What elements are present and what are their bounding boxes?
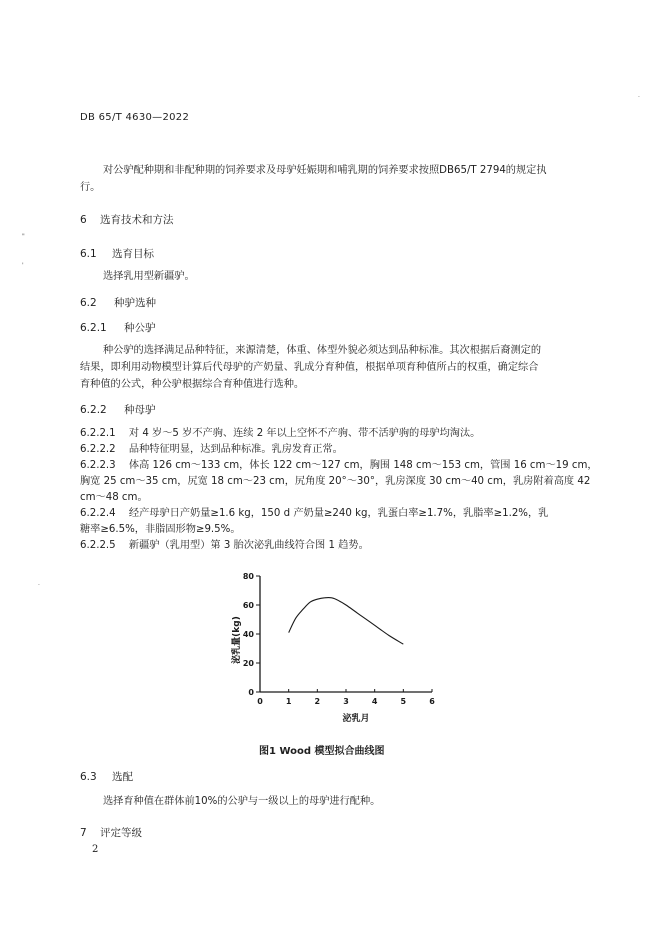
section-title: 评定等级 (100, 827, 143, 839)
y-tick-label: 0 (248, 688, 254, 697)
chart-y-label: 泌乳量(kg) (232, 616, 242, 664)
section-number: 6.3 (80, 771, 97, 783)
chart-axes (260, 576, 432, 692)
scan-mark: " (22, 233, 25, 240)
section-number: 6.1 (80, 248, 97, 260)
y-tick-label: 40 (242, 630, 254, 639)
section-number: 6 (80, 214, 87, 226)
section-6-3-body: 选择育种值在群体前10%的公驴与一级以上的母驴进行配种。 (103, 796, 381, 807)
section-6-2-1-line-1: 种公驴的选择满足品种特征，来源清楚，体重、体型外貌必须达到品种标准。其次根据后裔测定的 (103, 345, 542, 356)
clause-text: 经产母驴日产奶量≥1.6 kg，150 d 产奶量≥240 kg，乳蛋白率≥1.7%，乳脂率≥1.2%，乳 (128, 508, 549, 519)
clause-number: 6.2.2.2 (80, 444, 116, 455)
section-title: 种驴选种 (114, 297, 157, 309)
clause-number: 6.2.2.5 (80, 540, 116, 551)
section-number: 6.2.1 (80, 322, 107, 334)
clause-6-2-2-3-line-2: 胸宽 25 cm～35 cm，尻宽 18 cm～23 cm，尻角度 20°～30°，乳房深度 30 cm～40 cm，乳房附着高度 42 (80, 476, 591, 487)
section-6-2-1-line-3: 育种值的公式，种公驴根据综合育种值进行选种。 (80, 379, 305, 390)
section-6-heading (80, 212, 174, 227)
clause-text: 品种特征明显，达到品种标准。乳房发育正常。 (128, 444, 343, 455)
section-7-heading (80, 825, 142, 840)
clause-6-2-2-3 (80, 457, 598, 474)
section-number: 6.2.2 (80, 404, 107, 416)
section-6-2-heading (80, 295, 156, 310)
y-tick-label: 80 (242, 572, 254, 581)
y-tick-label: 60 (242, 601, 254, 610)
section-title: 选育技术和方法 (100, 214, 174, 226)
intro-line-1: 对公驴配种期和非配种期的饲养要求及母驴妊娠期和哺乳期的饲养要求按照DB65/T 2794的规定执 (103, 165, 547, 176)
x-tick-label: 1 (285, 697, 292, 706)
lactation-curve-line (289, 597, 404, 644)
intro-line-2: 行。 (80, 182, 101, 193)
page-number: 2 (92, 844, 99, 855)
chart-ticks (243, 572, 435, 706)
chart-x-label: 泌乳月 (342, 714, 370, 724)
x-tick-label: 4 (371, 697, 378, 706)
scan-mark: . (38, 580, 40, 587)
section-title: 选配 (112, 771, 134, 783)
section-title: 种母驴 (124, 404, 156, 416)
figure-caption: 图1 Wood 模型拟合曲线图 (259, 746, 385, 757)
x-tick-label: 0 (257, 697, 263, 706)
x-tick-label: 5 (400, 697, 407, 706)
section-6-1-heading (80, 246, 154, 261)
clause-text: 对 4 岁～5 岁不产驹、连续 2 年以上空怀不产驹、带不活驴驹的母驴均淘汰。 (128, 428, 481, 439)
clause-text: 体高 126 cm～133 cm，体长 122 cm～127 cm，胸围 148 cm～153 cm，管围 16 cm～19 cm， (128, 460, 598, 471)
x-tick-label: 6 (429, 697, 435, 706)
clause-6-2-2-2 (80, 441, 343, 458)
section-6-1-body: 选择乳用型新疆驴。 (103, 271, 195, 282)
clause-6-2-2-5 (80, 537, 369, 554)
section-number: 7 (80, 827, 87, 839)
scan-mark: . (638, 92, 640, 99)
section-title: 选育目标 (112, 248, 155, 260)
x-tick-label: 2 (314, 697, 321, 706)
section-6-2-1-line-2: 结果，即利用动物模型计算后代母驴的产奶量、乳成分育种值，根据单项育种值所占的权重，确定综合 (80, 362, 539, 373)
clause-6-2-2-4 (80, 505, 548, 522)
clause-text: 新疆驴（乳用型）第 3 胎次泌乳曲线符合图 1 趋势。 (128, 540, 369, 551)
clause-6-2-2-4-line-2: 糖率≥6.5%，非脂固形物≥9.5%。 (80, 524, 241, 535)
section-number: 6.2 (80, 297, 97, 309)
clause-number: 6.2.2.1 (80, 428, 116, 439)
clause-number: 6.2.2.3 (80, 460, 116, 471)
x-tick-label: 3 (343, 697, 349, 706)
section-6-2-2-heading (80, 402, 156, 417)
section-title: 种公驴 (124, 322, 156, 334)
chart-series (289, 597, 404, 644)
section-6-3-heading (80, 769, 133, 784)
document-id: DB 65/T 4630—2022 (80, 112, 190, 123)
clause-6-2-2-3-line-3: cm～48 cm。 (80, 492, 148, 503)
clause-6-2-2-1 (80, 425, 480, 442)
scan-mark: ' (22, 262, 24, 269)
clause-number: 6.2.2.4 (80, 508, 116, 519)
y-tick-label: 20 (242, 659, 254, 668)
section-6-2-1-heading (80, 320, 156, 335)
lactation-curve-chart (230, 565, 460, 733)
